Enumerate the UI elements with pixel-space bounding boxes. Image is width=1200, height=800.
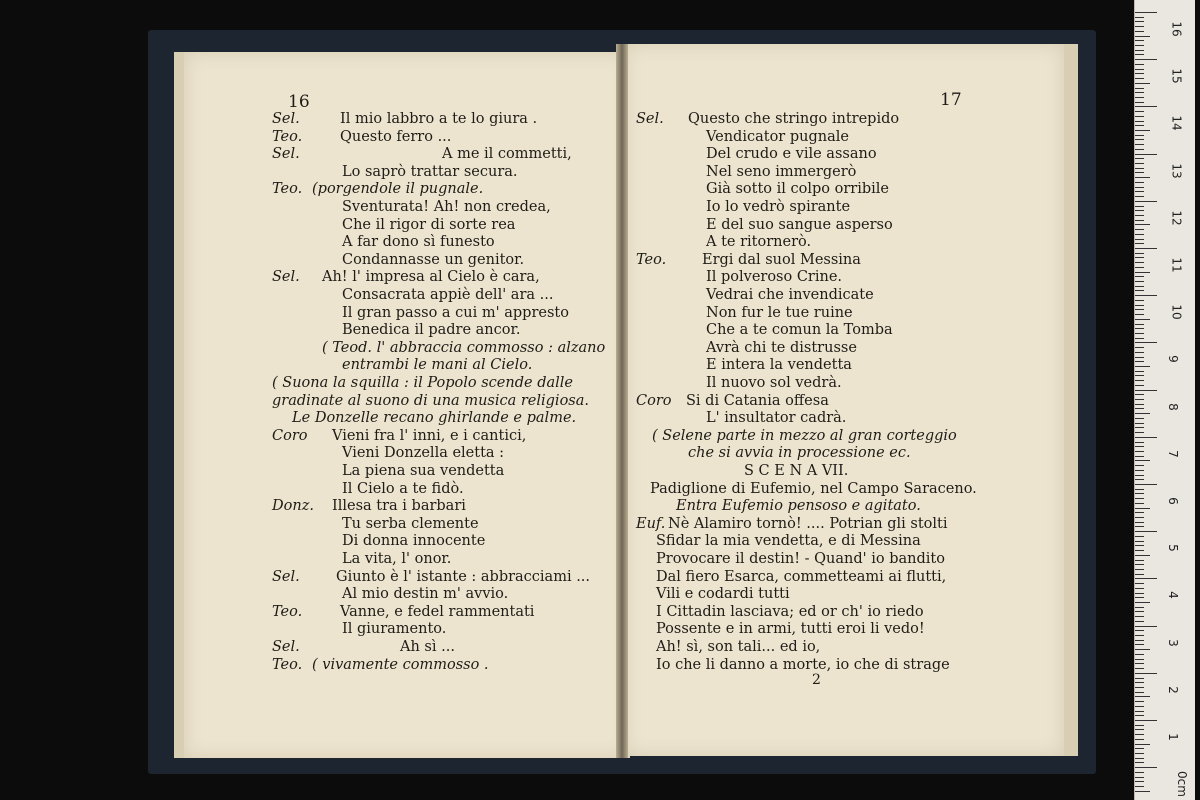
text-line: gradinate al suono di una musica religiosa. — [272, 392, 589, 409]
text-line: Nel seno immergerò — [706, 163, 857, 180]
text-line: Vieni Donzella eletta : — [342, 445, 505, 462]
text-line: Il polveroso Crine. — [706, 269, 843, 286]
ruler-tick — [1135, 668, 1144, 669]
ruler-tick — [1135, 423, 1144, 424]
text-line: Vieni fra l' inni, e i cantici, — [332, 427, 527, 444]
ruler-tick — [1135, 314, 1144, 315]
ruler-tick — [1135, 163, 1144, 164]
ruler-tick — [1135, 725, 1144, 726]
speaker-label: Teo. — [272, 603, 303, 620]
speaker-label: Teo. — [272, 181, 303, 198]
ruler-number: 11 — [1169, 257, 1184, 273]
text-line: A te ritornerò. — [706, 234, 812, 251]
speaker-label: Teo. — [272, 128, 303, 145]
text-line: Il mio labbro a te lo giura . — [340, 111, 538, 127]
ruler-tick — [1135, 191, 1144, 192]
ruler-tick — [1135, 399, 1144, 400]
text-line: Provocare il destin! - Quand' io bandito — [656, 551, 945, 567]
ruler-tick — [1135, 59, 1157, 60]
ruler-tick — [1135, 253, 1144, 254]
text-line: Il gran passo a cui m' appresto — [342, 304, 569, 321]
ruler-tick — [1135, 734, 1144, 735]
text-line: Benedica il padre ancor. — [342, 322, 521, 339]
ruler-number: 9 — [1165, 355, 1180, 364]
ruler-tick — [1135, 106, 1157, 107]
ruler-number: 8 — [1165, 402, 1180, 411]
text-line: L' insultator cadrà. — [706, 410, 847, 427]
ruler-tick — [1135, 385, 1144, 386]
speaker-label: Teo. — [272, 656, 303, 673]
ruler-tick — [1135, 182, 1144, 183]
ruler-tick — [1135, 767, 1157, 768]
ruler-tick — [1135, 512, 1144, 513]
ruler-tick — [1135, 257, 1144, 258]
book-gutter — [616, 44, 628, 758]
ruler-tick — [1135, 224, 1150, 225]
ruler-tick — [1135, 36, 1150, 37]
text-line: Il giuramento. — [342, 621, 447, 638]
ruler-tick — [1135, 342, 1157, 343]
ruler-tick — [1135, 154, 1157, 155]
ruler-tick — [1135, 555, 1150, 556]
text-line: Ah! l' impresa al Cielo è cara, — [322, 269, 540, 286]
ruler-tick — [1135, 550, 1144, 551]
ruler-number: 16 — [1169, 21, 1184, 37]
ruler-tick — [1135, 272, 1150, 273]
text-line: Ah! sì, son tali... ed io, — [656, 639, 821, 655]
text-line: Io lo vedrò spirante — [706, 199, 851, 215]
text-line: Le Donzelle recano ghirlande e palme. — [292, 410, 577, 427]
text-line: Entra Eufemio pensoso e agitato. — [676, 498, 921, 515]
ruler-tick — [1135, 366, 1150, 367]
ruler-tick — [1135, 408, 1144, 409]
speaker-label: Sel. — [272, 111, 300, 127]
text-line: Illesa tra i barbari — [332, 498, 466, 515]
ruler-tick — [1135, 640, 1144, 641]
ruler-tick — [1135, 158, 1144, 159]
ruler-tick — [1135, 772, 1144, 773]
ruler-tick — [1135, 729, 1144, 730]
ruler-tick — [1135, 347, 1144, 348]
speaker-label: Euf. — [636, 515, 666, 532]
ruler-tick — [1135, 654, 1144, 655]
ruler-tick — [1135, 26, 1144, 27]
speaker-label: Coro — [636, 392, 672, 409]
ruler-tick — [1135, 92, 1144, 93]
text-line: ( Suona la squilla : il Popolo scende dalle — [272, 375, 573, 391]
text-line: Del crudo e vile assano — [706, 146, 877, 163]
ruler-tick — [1135, 418, 1144, 419]
ruler-tick — [1135, 786, 1144, 787]
ruler-tick — [1135, 130, 1150, 131]
text-line: Nè Alamiro tornò! .... Potrian gli stolti — [668, 515, 948, 532]
text-line: E intera la vendetta — [706, 357, 852, 374]
ruler-tick — [1135, 711, 1144, 712]
ruler-tick — [1135, 262, 1144, 263]
ruler-tick — [1135, 541, 1144, 542]
ruler-tick — [1135, 267, 1144, 268]
ruler-tick — [1135, 276, 1144, 277]
text-line: Ergi dal suol Messina — [702, 251, 861, 268]
right-page-number: 17 — [940, 90, 962, 110]
ruler-tick — [1135, 758, 1144, 759]
ruler-tick — [1135, 536, 1144, 537]
ruler-tick — [1135, 659, 1144, 660]
ruler-tick — [1135, 602, 1150, 603]
speaker-label: Coro — [272, 427, 308, 444]
ruler-tick — [1135, 295, 1157, 296]
ruler-number: 0cm — [1174, 771, 1189, 798]
ruler-tick — [1135, 630, 1144, 631]
ruler-tick — [1135, 682, 1144, 683]
ruler-tick — [1135, 290, 1144, 291]
ruler-tick — [1135, 484, 1157, 485]
ruler-tick — [1135, 508, 1150, 509]
ruler-tick — [1135, 635, 1144, 636]
text-line: entrambi le mani al Cielo. — [342, 357, 533, 374]
text-line: I Cittadin lasciava; ed or ch' io riedo — [656, 603, 924, 620]
ruler-tick — [1135, 696, 1150, 697]
text-line: Che il rigor di sorte rea — [342, 216, 516, 233]
ruler-number: 1 — [1165, 733, 1180, 741]
text-line: Il Cielo a te fidò. — [342, 480, 464, 497]
ruler-tick — [1135, 201, 1157, 202]
ruler-tick — [1135, 390, 1157, 391]
ruler-tick — [1135, 526, 1144, 527]
ruler-tick — [1135, 404, 1144, 405]
ruler-tick — [1135, 116, 1144, 117]
ruler-tick — [1135, 125, 1144, 126]
ruler-tick — [1135, 229, 1144, 230]
ruler-tick — [1135, 338, 1144, 339]
text-line: Ah sì ... — [400, 639, 455, 655]
ruler-tick — [1135, 111, 1144, 112]
text-line: Sfidar la mia vendetta, e di Messina — [656, 533, 921, 550]
ruler-number: 13 — [1169, 162, 1184, 179]
text-line: Vanne, e fedel rammentati — [340, 603, 535, 620]
ruler-tick — [1135, 663, 1144, 664]
ruler-tick — [1135, 503, 1144, 504]
ruler-tick — [1135, 73, 1144, 74]
ruler-tick — [1135, 328, 1144, 329]
ruler-tick — [1135, 432, 1144, 433]
text-line: che si avvia in processione ec. — [688, 445, 911, 462]
ruler-tick — [1135, 475, 1144, 476]
ruler-tick — [1135, 88, 1144, 89]
ruler-tick — [1135, 578, 1157, 579]
ruler-tick — [1135, 12, 1157, 13]
ruler-tick — [1135, 234, 1144, 235]
ruler-number: 5 — [1165, 544, 1180, 553]
text-line: Questo che stringo intrepido — [688, 111, 900, 127]
ruler-tick — [1135, 460, 1150, 461]
ruler-tick — [1135, 470, 1144, 471]
speaker-label: Sel. — [272, 639, 300, 655]
ruler-tick — [1135, 319, 1150, 320]
ruler-tick — [1135, 531, 1157, 532]
ruler-tick — [1135, 569, 1144, 570]
text-line: Si di Catania offesa — [686, 392, 829, 409]
ruler-tick — [1135, 753, 1144, 754]
speaker-label: Sel. — [272, 146, 300, 163]
ruler-tick — [1135, 781, 1144, 782]
ruler-tick — [1135, 64, 1144, 65]
ruler-tick — [1135, 545, 1144, 546]
text-line: Questo ferro ... — [340, 128, 452, 145]
ruler-tick — [1135, 692, 1144, 693]
ruler-tick — [1135, 17, 1144, 18]
ruler-tick — [1135, 139, 1144, 140]
ruler-tick — [1135, 286, 1144, 287]
text-line: Vendicator pugnale — [706, 128, 849, 145]
ruler-tick — [1135, 791, 1150, 792]
ruler-tick — [1135, 644, 1144, 645]
ruler-tick — [1135, 493, 1144, 494]
text-line: Dal fiero Esarca, commetteami ai flutti, — [656, 568, 947, 585]
ruler-tick — [1135, 135, 1144, 136]
ruler-number: 15 — [1169, 68, 1184, 84]
text-line: ( Selene parte in mezzo al gran corteggio — [652, 427, 957, 444]
text-line: S C E N A VII. — [744, 463, 849, 479]
ruler-tick — [1135, 248, 1157, 249]
ruler-tick — [1135, 83, 1150, 84]
ruler-number: 10 — [1169, 304, 1184, 320]
speaker-label: Sel. — [272, 568, 300, 585]
ruler-tick — [1135, 701, 1144, 702]
ruler-tick — [1135, 144, 1144, 145]
ruler-tick — [1135, 380, 1144, 381]
ruler-tick — [1135, 121, 1144, 122]
ruler-tick — [1135, 687, 1144, 688]
ruler-tick — [1135, 673, 1157, 674]
speaker-label: Donz. — [272, 498, 314, 515]
ruler-tick — [1135, 45, 1144, 46]
text-line: ( Teod. l' abbraccia commosso : alzano — [322, 339, 606, 356]
ruler-tick — [1135, 305, 1144, 306]
ruler-tick — [1135, 375, 1144, 376]
text-line: Lo saprò trattar secura. — [342, 163, 518, 180]
speaker-label: Sel. — [272, 269, 300, 286]
ruler-number: 2 — [1165, 685, 1180, 694]
ruler-tick — [1135, 394, 1144, 395]
ruler-tick — [1135, 324, 1144, 325]
left-page-number: 16 — [288, 92, 310, 112]
ruler-tick — [1135, 50, 1144, 51]
text-line: Padiglione di Eufemio, nel Campo Saraceno. — [650, 480, 977, 497]
text-line: Il nuovo sol vedrà. — [706, 375, 842, 391]
ruler-number: 6 — [1165, 497, 1180, 505]
ruler-tick — [1135, 560, 1144, 561]
text-line: Vili e codardi tutti — [656, 586, 790, 603]
ruler-tick — [1135, 196, 1144, 197]
ruler-tick — [1135, 451, 1144, 452]
ruler-tick — [1135, 371, 1144, 372]
ruler-tick — [1135, 102, 1144, 103]
ruler-tick — [1135, 616, 1144, 617]
ruler-tick — [1135, 607, 1144, 608]
ruler-tick — [1135, 172, 1144, 173]
ruler-tick — [1135, 574, 1144, 575]
ruler-tick — [1135, 744, 1150, 745]
text-line: Al mio destin m' avvio. — [342, 586, 509, 603]
ruler-tick — [1135, 413, 1150, 414]
ruler-tick — [1135, 762, 1144, 763]
text-line: Sventurata! Ah! non credea, — [342, 199, 551, 215]
ruler-tick — [1135, 649, 1150, 650]
text-line: Avrà chi te distrusse — [706, 339, 857, 356]
ruler-tick — [1135, 239, 1144, 240]
text-line: (porgendole il pugnale. — [312, 181, 484, 198]
ruler-tick — [1135, 748, 1144, 749]
text-line: ( vivamente commosso . — [312, 656, 489, 673]
text-line: Non fur le tue ruine — [706, 304, 853, 321]
text-line: Già sotto il colpo orribile — [706, 181, 889, 198]
ruler-tick — [1135, 489, 1144, 490]
ruler-number: 7 — [1165, 449, 1180, 458]
ruler-tick — [1135, 21, 1144, 22]
ruler-tick — [1135, 300, 1144, 301]
ruler-tick — [1135, 456, 1144, 457]
ruler-tick — [1135, 777, 1144, 778]
ruler-tick — [1135, 54, 1144, 55]
text-line: Tu serba clemente — [342, 515, 479, 532]
ruler-tick — [1135, 678, 1144, 679]
ruler-tick — [1135, 206, 1144, 207]
ruler-number: 3 — [1165, 638, 1180, 647]
ruler-tick — [1135, 97, 1144, 98]
text-line: Vedrai che invendicate — [706, 287, 874, 303]
text-line: A me il commetti, — [442, 146, 572, 163]
ruler-tick — [1135, 739, 1144, 740]
ruler-tick — [1135, 517, 1144, 518]
ruler-tick — [1135, 437, 1157, 438]
text-line: La vita, l' onor. — [342, 551, 452, 567]
ruler-tick — [1135, 168, 1144, 169]
ruler-tick — [1135, 626, 1157, 627]
ruler-tick — [1135, 149, 1144, 150]
ruler-tick — [1135, 427, 1144, 428]
ruler-tick — [1135, 442, 1144, 443]
text-line: Possente e in armi, tutti eroi li vedo! — [656, 621, 925, 638]
ruler-tick — [1135, 40, 1144, 41]
text-line: Giunto è l' istante : abbracciami ... — [336, 568, 591, 585]
text-line: Condannasse un genitor. — [342, 251, 525, 268]
ruler-tick — [1135, 621, 1144, 622]
measuring-ruler — [1134, 0, 1195, 800]
ruler-number: 12 — [1169, 210, 1184, 226]
ruler-tick — [1135, 706, 1144, 707]
ruler-tick — [1135, 715, 1144, 716]
ruler-tick — [1135, 31, 1144, 32]
text-line: Consacrata appiè dell' ara ... — [342, 287, 554, 303]
speaker-label: Teo. — [636, 251, 667, 268]
ruler-number: 4 — [1165, 591, 1180, 600]
text-line: Che a te comun la Tomba — [706, 322, 893, 339]
ruler-tick — [1135, 243, 1144, 244]
ruler-tick — [1135, 78, 1144, 79]
ruler-tick — [1135, 281, 1144, 282]
ruler-tick — [1135, 588, 1144, 589]
ruler-tick — [1135, 177, 1150, 178]
ruler-tick — [1135, 583, 1144, 584]
ruler-number: 14 — [1169, 115, 1184, 132]
ruler-tick — [1135, 333, 1144, 334]
ruler-tick — [1135, 522, 1144, 523]
ruler-tick — [1135, 352, 1144, 353]
text-line: E del suo sangue asperso — [706, 216, 893, 233]
text-line: A far dono sì funesto — [342, 234, 495, 251]
ruler-tick — [1135, 69, 1144, 70]
ruler-tick — [1135, 611, 1144, 612]
ruler-tick — [1135, 357, 1144, 358]
ruler-tick — [1135, 446, 1144, 447]
ruler-tick — [1135, 210, 1144, 211]
ruler-tick — [1135, 220, 1144, 221]
ruler-tick — [1135, 215, 1144, 216]
ruler-tick — [1135, 309, 1144, 310]
speaker-label: Sel. — [636, 111, 664, 127]
ruler-tick — [1135, 498, 1144, 499]
text-line: La piena sua vendetta — [342, 463, 505, 479]
ruler-tick — [1135, 593, 1144, 594]
ruler-tick — [1135, 564, 1144, 565]
ruler-tick — [1135, 465, 1144, 466]
text-line: Di donna innocente — [342, 533, 486, 550]
text-line: Io che li danno a morte, io che di strage — [656, 656, 950, 673]
ruler-tick — [1135, 187, 1144, 188]
ruler-tick — [1135, 720, 1157, 721]
signature-mark: 2 — [812, 672, 821, 688]
ruler-tick — [1135, 479, 1144, 480]
ruler-tick — [1135, 361, 1144, 362]
ruler-tick — [1135, 597, 1144, 598]
